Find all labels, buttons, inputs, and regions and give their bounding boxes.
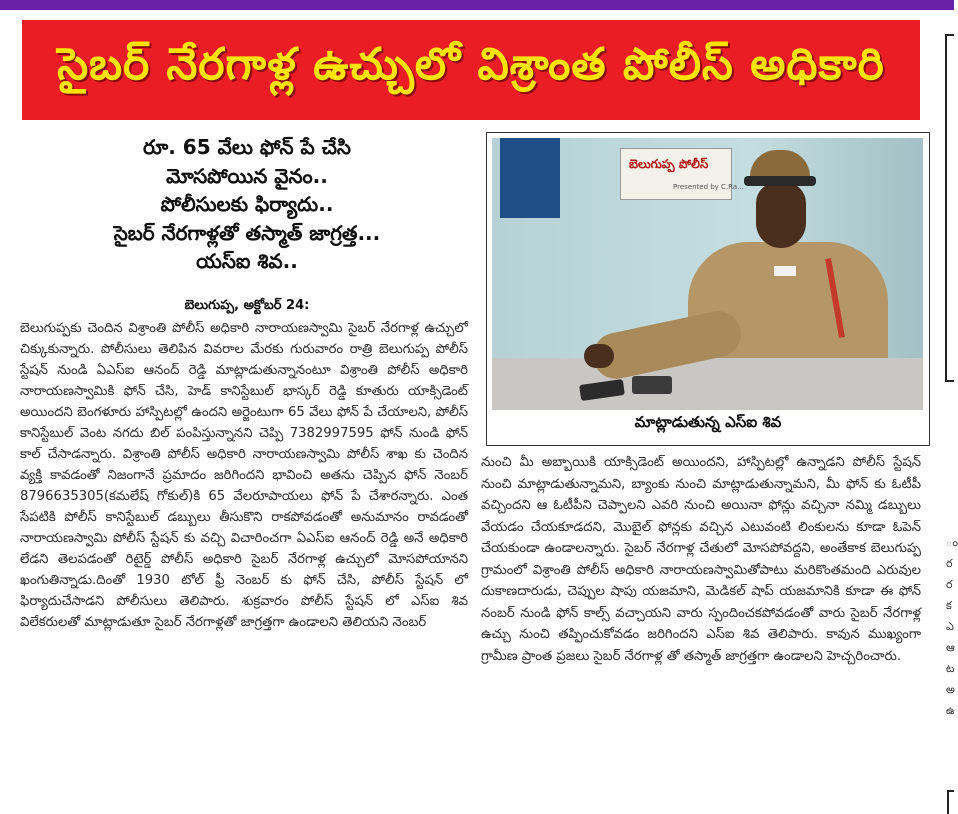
officer-face [756,182,806,248]
article-body-column-2: నుంచి మీ అబ్బాయికి యాక్సిడెంట్ అయిందని, హాస్పిటల్లో ఉన్నాడని పోలీస్ స్టేషన్ నుంచి మాట్లాడుతున్నామని, బ్యాంకు నుంచి మాట్లాడుతున్నామని, మీ ఫోన్ కు ఓటీపీ వచ్చిందని ఆ ఓటీపీని చెప్పాలని ఎవరి నుంచి అయినా ఫోన్లు వచ్చినా నమ్మి డబ్బులు వేయడం చేయకూడదని, మొబైల్ ఫోన్లకు వచ్చిన ఎటువంటి లింకులను కూడా ఓపెన్ చేయకుండా ఉండాలన్నారు. సైబర్ నేరగాళ్ల చేతులో మోసపోవద్దని, అంతేకాక బెలుగుప్ప గ్రామంలో విశ్రాంతి పోలీస్ అధికారి నారాయణస్వామితోపాటు మరికొంతమంది ఎరువుల దుకాణదారుడు, చెప్పుల షాపు యజమాని, మెడికల్ షాప్ యజమానికి కూడా ఈ ఫోన్ నంబర్ నుండి ఫోన్ కాల్స్ వచ్చాయని వారు స్పందించకపోవడంతో వారు సైబర్ నేరగాళ్ల ఉచ్చు నుంచి తప్పించుకోవడం జరిగిందని ఎస్ఐ శివ తెలిపారు. కావున ముఖ్యంగా గ్రామీణ ప్రాంత ప్రజలు సైబర్ నేరగాళ్ల తో తస్మాత్ జాగ్రత్తగా ఉండాలని హెచ్చరించారు. [481,455,921,664]
dateline: బెలుగుప్ప, అక్టోబర్ 24: [184,298,310,313]
photo-desk [492,358,923,410]
photo-station-sign [620,148,744,200]
sub-headline-line: సైబర్ నేరగాళ్లతో తస్మాత్ జాగ్రత్త... [113,220,381,245]
news-photo-frame [486,132,930,446]
sub-headline [22,133,472,276]
sub-headline-line: మోసపోయిన వైనం.. [166,163,328,188]
news-photo [492,138,923,410]
sub-headline-line: పోలీసులకు ఫిర్యాదు.. [160,192,334,216]
article-body-column-1: బెలుగుప్పకు చెందిన విశ్రాంతి పోలీస్ అధికారి నారాయణస్వామి సైబర్ నేరగాళ్ల ఉచ్చులో చిక్కుకున్నారు. పోలీసులు తెలిపిన వివరాల మేరకు గురువారం రాత్రి బెలుగుప్ప పోలీస్ స్టేషన్ నుండి ఏఎస్ఐ ఆనంద్ రెడ్డి మాట్లాడుతున్నానంటూ విశ్రాంతి పోలీస్ అధికారి నారాయణస్వామికి ఫోన్ చేసి, హెడ్ కానిస్టేబుల్ భాస్కర్ రెడ్డి కూతురు యాక్సిడెంట్ అయిందని బెంగళూరు హాస్పిటల్లో ఉందని అర్జెంటుగా 65 వేలు ఫోన్ పే చేయాలని, పోలీస్ కానిస్టేబుల్ వెంట నగదు బిల్ పంపిస్తున్నానని చెప్పి 7382997595 ఫోన్ నుండి ఫోన్ కాల్ చేసాడన్నారు. విశ్రాంతి పోలీస్ అధికారి నారాయణస్వామి పోలీస్ శాఖ కు చెందిన వ్యక్తి కావడంతో నిజంగానే ప్రమాదం జరిగిందని భావించి అతను చెప్పిన ఫోన్ నెంబర్ 8796635305(కమలేష్ గోకుల్)కి 65 వేలరూపాయలు ఫోన్ పే చేశారన్నారు. ఎంత సేపటికి పోలీస్ కానిస్టేబుల్ డబ్బులు తీసుకొని రాకపోవడంతో అనుమానం రావడంతో నారాయణస్వామి పోలీస్ స్టేషన్ కు వచ్చి విచారించగా ఏఎస్ఐ ఆనంద్ రెడ్డి అనే అధికారి లేడని తెలపడంతో రిటైర్డ్ పోలీస్ అధికారి సైబర్ నేరగాళ్ల ఉచ్చులో మోసపోయానని ఖంగుతిన్నాడు.దింతో 1930 టోల్ ఫ్రీ నెంబర్ కు ఫోన్ చేసి, పోలీస్ స్టేషన్ లో ఫిర్యాదుచేసాడని పోలీసులు తెలిపారు. శుక్రవారం పోలీస్ స్టేషన్ లో ఎస్ఐ శివ విలేకరులతో మాట్లాడుతూ సైబర్ నేరగాళ్లతో జాగ్రత్తగా ఉండాలని తెలియని నెంబర్ [20,321,468,630]
sub-headline-line: యస్ఐ శివ.. [196,249,298,273]
adjacent-article-frame-bottom [947,790,954,814]
adjacent-article-frame [945,34,954,382]
headline-banner [22,20,920,120]
photo-notice-board [500,138,560,218]
photo-sign-text: బెలుగుప్ప పోలీస్ [629,157,709,171]
top-color-bar [0,0,954,10]
phone-on-desk [632,376,672,394]
officer-hand [584,344,614,368]
headline-title: సైబర్ నేరగాళ్ల ఉచ్చులో విశ్రాంత పోలీస్ అధికారి [57,39,885,90]
photo-caption: మాట్లాడుతున్న ఎస్ఐ శివ [634,413,782,431]
photo-sign-subtext: Presented by C.Ra... [673,183,744,191]
adjacent-article-text: ం ర ర క ఎ ఆ ట అ ఉ [946,536,958,717]
sub-headline-line: రూ. 65 వేలు ఫోన్ పే చేసి [143,135,351,159]
officer-name-badge [774,266,796,276]
officer-cap-visor [744,176,816,186]
